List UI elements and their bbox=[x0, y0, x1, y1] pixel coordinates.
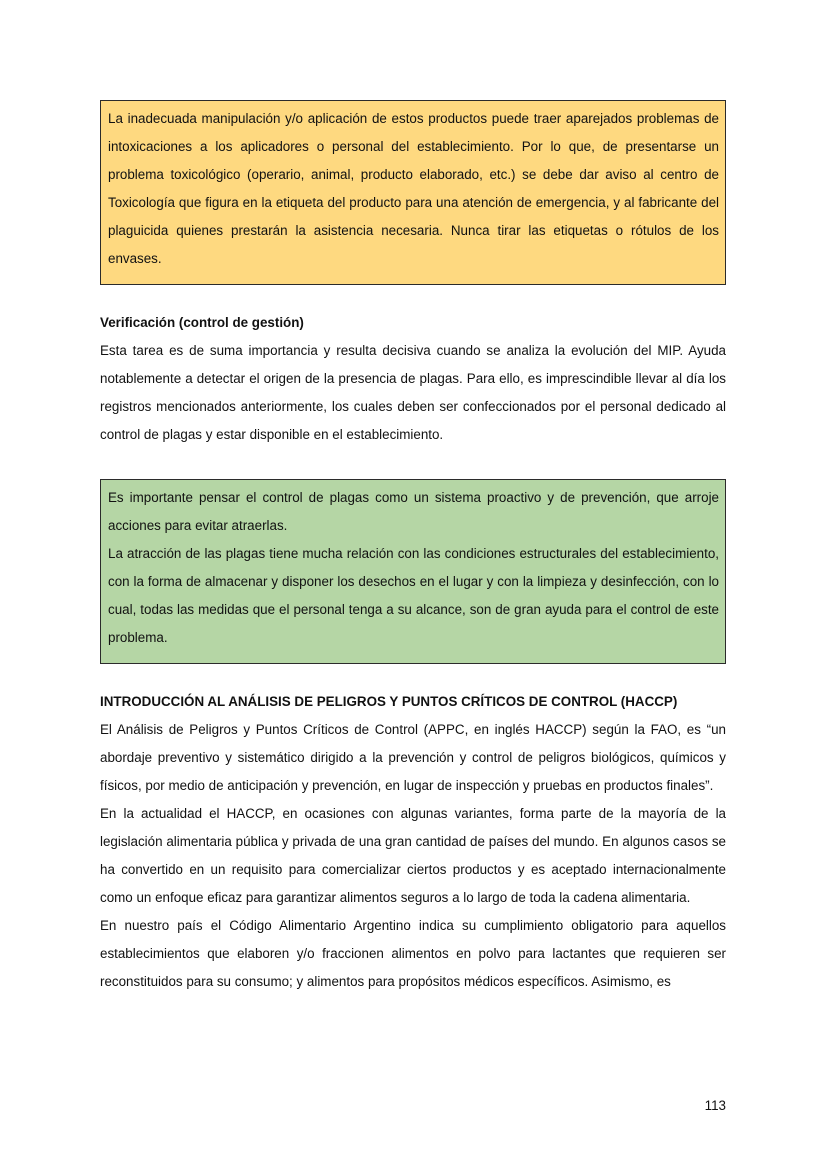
haccp-heading: INTRODUCCIÓN AL ANÁLISIS DE PELIGROS Y PUNTOS CRÍTICOS DE CONTROL (HACCP) bbox=[100, 694, 678, 709]
verification-heading: Verificación (control de gestión) bbox=[100, 315, 304, 330]
page-number: 113 bbox=[704, 1098, 726, 1113]
warning-box bbox=[100, 100, 726, 285]
tip-box bbox=[100, 479, 726, 664]
haccp-section bbox=[100, 688, 726, 996]
warning-text: La inadecuada manipulación y/o aplicación de estos productos puede traer aparejados problemas de intoxicaciones a los aplicadores o personal del establecimiento. Por lo que, de presentarse un problema toxicológico (operario, animal, producto elaborado, etc.) se debe dar aviso al centro de Toxicología que figura en la etiqueta del producto para una atención de emergencia, y al fabricante del plaguicida quienes prestarán la asistencia necesaria. Nunca tirar las etiquetas o rótulos de los envases. bbox=[108, 111, 719, 266]
haccp-paragraph-1: El Análisis de Peligros y Puntos Críticos de Control (APPC, en inglés HACCP) según la FAO, es “un abordaje preventivo y sistemático dirigido a la prevención y control de peligros biológicos, químicos y físicos, por medio de anticipación y prevención, en lugar de inspección y pruebas en productos finales”. bbox=[100, 722, 726, 793]
haccp-paragraph-3: En nuestro país el Código Alimentario Argentino indica su cumplimiento obligatorio para aquellos establecimientos que elaboren y/o fraccionen alimentos en polvo para lactantes que requieren ser reconstituidos para su consumo; y alimentos para propósitos médicos específicos. Asimismo, es bbox=[100, 918, 726, 989]
tip-paragraph-2: La atracción de las plagas tiene mucha relación con las condiciones estructurales del establecimiento, con la forma de almacenar y disponer los desechos en el lugar y con la limpieza y desinfección, con lo cual, todas las medidas que el personal tenga a su alcance, son de gran ayuda para el control de este problema. bbox=[108, 546, 719, 645]
verification-body: Esta tarea es de suma importancia y resulta decisiva cuando se analiza la evolución del MIP. Ayuda notablemente a detectar el origen de la presencia de plagas. Para ello, es imprescindible llevar al día los registros mencionados anteriormente, los cuales deben ser confeccionados por el personal dedicado al control de plagas y estar disponible en el establecimiento. bbox=[100, 343, 726, 442]
tip-paragraph-1: Es importante pensar el control de plagas como un sistema proactivo y de prevención, que arroje acciones para evitar atraerlas. bbox=[108, 490, 719, 533]
verification-section bbox=[100, 309, 726, 449]
haccp-paragraph-2: En la actualidad el HACCP, en ocasiones con algunas variantes, forma parte de la mayoría de la legislación alimentaria pública y privada de una gran cantidad de países del mundo. En algunos casos se ha convertido en un requisito para comercializar ciertos productos y es aceptado internacionalmente como un enfoque eficaz para garantizar alimentos seguros a lo largo de toda la cadena alimentaria. bbox=[100, 806, 726, 905]
